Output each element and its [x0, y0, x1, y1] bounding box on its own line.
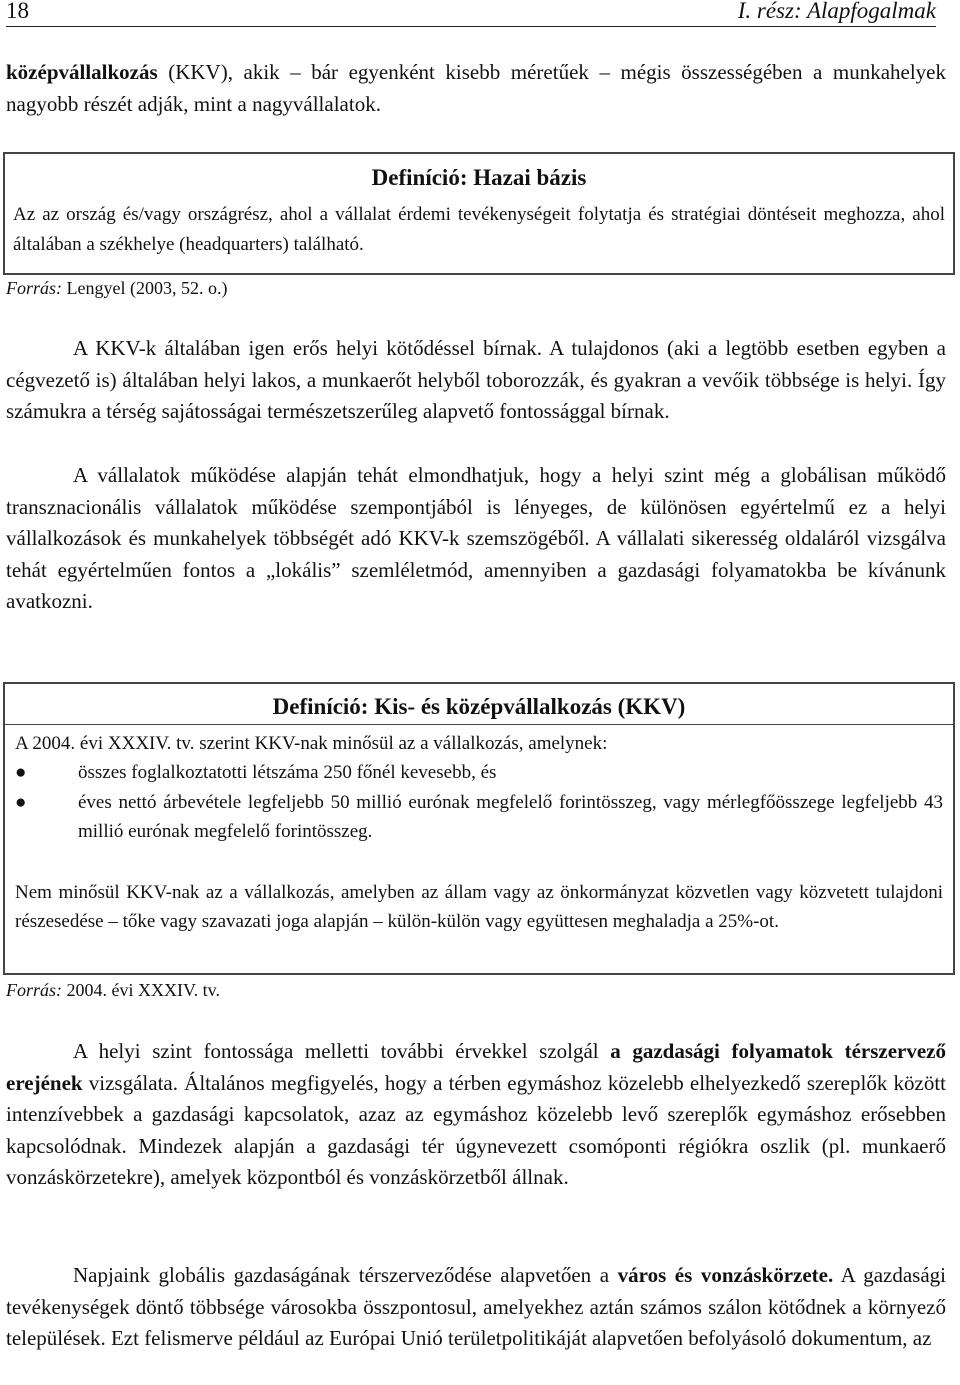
- list-item: [15, 758, 943, 788]
- paragraph-text: A helyi szint fontossága melletti további érvekkel szolgál: [73, 1039, 611, 1063]
- running-header: [6, 0, 936, 27]
- chapter-title: I. rész: Alapfogalmak: [737, 0, 936, 23]
- definition-box-kkv: [3, 682, 955, 975]
- list-item-text: összes foglalkoztatotti létszáma 250 főnél kevesebb, és: [78, 762, 497, 783]
- bullet-icon: ●: [15, 792, 27, 813]
- definition-lead: A 2004. évi XXXIV. tv. szerint KKV-nak minősül az a vállalkozás, amelynek:: [15, 733, 608, 754]
- paragraph-bold: a gazdasági folyamatok térszervező erejének: [6, 1039, 946, 1095]
- definition-body: Az az ország és/vagy országrész, ahol a vállalat érdemi tevékenységeit folytatja és stratégiai döntéseit meghozza, ahol általában a székhelye (headquarters) található.: [13, 204, 945, 255]
- body-paragraph: A KKV-k általában igen erős helyi kötődéssel bírnak. A tulajdonos (aki a legtöbb esetben egyben a cégvezető is) általában helyi lakos, a munkaerőt helyből toborozzák, és gyakran a vevőik többsége is helyi. Így számukra a térség sajátosságai természetszerűleg alapvető fontossággal bírnak.: [6, 336, 946, 423]
- source-text: 2004. évi XXXIV. tv.: [62, 980, 221, 1000]
- page-number: 18: [6, 0, 29, 23]
- title-divider: [5, 724, 953, 725]
- definition-body: [15, 729, 943, 936]
- list-item: [15, 788, 943, 848]
- source-note: [6, 278, 227, 299]
- paragraph-text: Napjaink globális gazdaságának térszerveződése alapvetően a: [73, 1263, 618, 1287]
- intro-paragraph: [6, 57, 946, 120]
- source-label: Forrás:: [6, 980, 63, 1000]
- source-note: [6, 980, 220, 1001]
- intro-text: (KKV), akik – bár egyenként kisebb méretűek – mégis összességében a munkahelyek nagyobb részét adják, mint a nagyvállalatok.: [6, 60, 946, 116]
- bullet-icon: ●: [15, 762, 27, 783]
- list-item-text: éves nettó árbevétele legfeljebb 50 millió eurónak megfelelő forintösszeg, vagy mérlegfőösszege legfeljebb 43 millió eurónak megfelelő forintösszeg.: [78, 792, 943, 842]
- definition-title: Definíció: Kis- és középvállalkozás (KKV): [272, 694, 686, 719]
- paragraph-text: vizsgálata. Általános megfigyelés, hogy a térben egymáshoz közelebb elhelyezkedő szereplők között intenzívebbek a gazdasági kapcsolatok, azaz az egymáshoz közelebb levő szereplők egymáshoz erősebben kapcsolódnak. Mindezek alapján a gazdasági tér úgynevezett csomóponti régiókra oszlik (pl. munkaerő vonzáskörzetekre), amelyek központból és vonzáskörzetből állnak.: [6, 1070, 946, 1189]
- body-paragraph: [6, 1260, 946, 1355]
- source-label: Forrás:: [6, 278, 63, 298]
- definition-note: Nem minősül KKV-nak az a vállalkozás, amelyben az állam vagy az önkormányzat közvetlen vagy közvetett tulajdoni részesedése – tőke vagy szavazati joga alapján – külön-külön vagy együttesen meghaladja a 25%-ot.: [15, 882, 943, 932]
- paragraph-text: A gazdasági tevékenységek döntő többsége városokba összpontosul, amelyekhez aztán számos szálon kötődnek a környező települések. Ezt felismerve például az Európai Unió területpolitikáját alapvetően befolyásoló dokumentum, az: [6, 1263, 946, 1350]
- source-text: Lengyel (2003, 52. o.): [62, 278, 228, 298]
- definition-box-home-base: [3, 152, 955, 275]
- paragraph-bold: város és vonzáskörzete.: [617, 1263, 834, 1287]
- body-paragraph: [6, 1036, 946, 1194]
- definition-title: Definíció: Hazai bázis: [371, 165, 587, 190]
- body-paragraph: A vállalatok működése alapján tehát elmondhatjuk, hogy a helyi szint még a globálisan működő transznacionális vállalatok működése szempontjából is lényeges, de különösen egyértelmű ez a helyi vállalkozások és munkahelyek többségét adó KKV-k szemszögéből. A vállalati sikeresség oldaláról vizsgálva tehát egyértelműen fontos a „lokális” szemléletmód, amennyiben a gazdasági folyamatokba be kívánunk avatkozni.: [6, 463, 946, 613]
- intro-bold-term: középvállalkozás: [6, 60, 158, 84]
